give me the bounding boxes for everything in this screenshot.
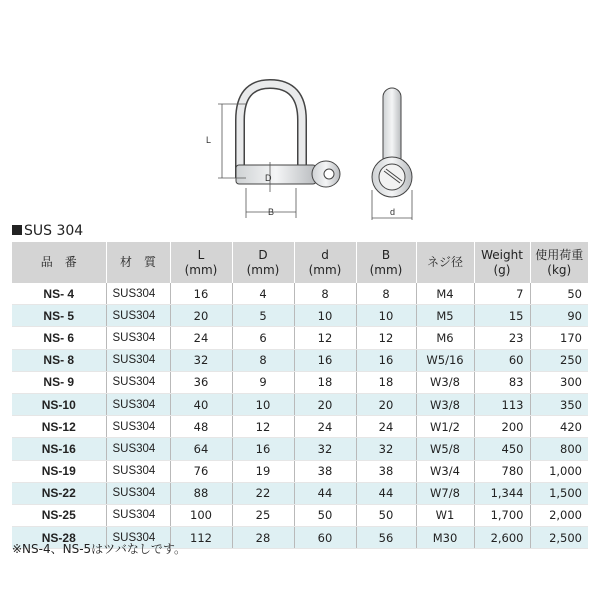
table-cell: 20 — [294, 393, 356, 415]
table-cell: 250 — [530, 349, 588, 371]
table-cell: SUS304 — [106, 416, 170, 438]
table-cell: W5/8 — [416, 438, 474, 460]
table-cell: NS- 6 — [12, 327, 106, 349]
table-cell: 350 — [530, 393, 588, 415]
table-row — [12, 327, 588, 349]
table-cell: 1,500 — [530, 482, 588, 504]
table-cell: 56 — [356, 527, 416, 549]
shackle-drawing — [0, 0, 600, 230]
table-cell: 23 — [474, 327, 530, 349]
table-cell: 38 — [356, 460, 416, 482]
table-cell: W1/2 — [416, 416, 474, 438]
table-header-row — [12, 242, 588, 283]
table-cell: 8 — [356, 283, 416, 305]
table-cell: 4 — [232, 283, 294, 305]
table-cell: 20 — [356, 393, 416, 415]
shackle-side-view — [372, 88, 412, 220]
table-cell: 2,500 — [530, 527, 588, 549]
table-cell: 88 — [170, 482, 232, 504]
section-title — [12, 223, 83, 239]
table-cell: 15 — [474, 305, 530, 327]
table-cell: 800 — [530, 438, 588, 460]
section-title-text: SUS 304 — [24, 223, 84, 239]
col-header-l: L (mm) — [170, 242, 232, 283]
table-cell: 6 — [232, 327, 294, 349]
table-cell: NS- 4 — [12, 283, 106, 305]
table-cell: 12 — [356, 327, 416, 349]
table-cell: W3/4 — [416, 460, 474, 482]
table-cell: 44 — [294, 482, 356, 504]
col-header-d-pin: D (mm) — [232, 242, 294, 283]
table-cell: 76 — [170, 460, 232, 482]
table-cell: W3/8 — [416, 371, 474, 393]
table-cell: 1,700 — [474, 504, 530, 526]
table-cell: SUS304 — [106, 460, 170, 482]
table-cell: 50 — [530, 283, 588, 305]
table-cell: 16 — [232, 438, 294, 460]
table-cell: NS-19 — [12, 460, 106, 482]
table-cell: M6 — [416, 327, 474, 349]
table-cell: M30 — [416, 527, 474, 549]
table-cell: 780 — [474, 460, 530, 482]
table-cell: 16 — [356, 349, 416, 371]
table-cell: 113 — [474, 393, 530, 415]
table-cell: W7/8 — [416, 482, 474, 504]
dim-label-b: B — [268, 207, 275, 217]
table-cell: 44 — [356, 482, 416, 504]
table-cell: 1,000 — [530, 460, 588, 482]
col-header-thread: ネジ径 — [416, 242, 474, 283]
table-cell: 16 — [170, 283, 232, 305]
table-cell: 100 — [170, 504, 232, 526]
spec-table — [12, 242, 588, 549]
table-cell: M5 — [416, 305, 474, 327]
square-bullet-icon — [12, 225, 22, 235]
table-row — [12, 438, 588, 460]
table-cell: 38 — [294, 460, 356, 482]
table-cell: 300 — [530, 371, 588, 393]
table-cell: 450 — [474, 438, 530, 460]
table-row — [12, 482, 588, 504]
dim-label-l: L — [206, 135, 212, 145]
table-cell: 16 — [294, 349, 356, 371]
table-cell: 2,000 — [530, 504, 588, 526]
table-cell: 18 — [356, 371, 416, 393]
table-row — [12, 349, 588, 371]
table-row — [12, 283, 588, 305]
shackle-diagram — [0, 0, 600, 230]
dim-label-d-side: d — [390, 207, 396, 217]
table-cell: 200 — [474, 416, 530, 438]
table-cell: NS-16 — [12, 438, 106, 460]
table-cell: 8 — [232, 349, 294, 371]
shackle-front-view — [218, 84, 340, 218]
table-cell: 32 — [294, 438, 356, 460]
col-header-d-wire: d (mm) — [294, 242, 356, 283]
table-cell: SUS304 — [106, 504, 170, 526]
table-cell: 24 — [170, 327, 232, 349]
table-cell: NS-22 — [12, 482, 106, 504]
table-cell: W1 — [416, 504, 474, 526]
table-cell: 10 — [294, 305, 356, 327]
table-cell: 5 — [232, 305, 294, 327]
table-row — [12, 460, 588, 482]
col-header-weight: Weight (g) — [474, 242, 530, 283]
table-cell: 22 — [232, 482, 294, 504]
table-row — [12, 305, 588, 327]
table-cell: 48 — [170, 416, 232, 438]
table-row — [12, 416, 588, 438]
col-header-working-load: 使用荷重 (kg) — [530, 242, 588, 283]
table-cell: 24 — [294, 416, 356, 438]
col-header-part-no: 品 番 — [12, 242, 106, 283]
table-cell: 32 — [170, 349, 232, 371]
table-cell: 10 — [356, 305, 416, 327]
table-cell: 32 — [356, 438, 416, 460]
table-cell: SUS304 — [106, 371, 170, 393]
table-cell: 12 — [232, 416, 294, 438]
table-cell: SUS304 — [106, 482, 170, 504]
table-cell: 7 — [474, 283, 530, 305]
table-cell: 50 — [294, 504, 356, 526]
table-cell: 9 — [232, 371, 294, 393]
col-header-material: 材 質 — [106, 242, 170, 283]
table-cell: 50 — [356, 504, 416, 526]
table-cell: 20 — [170, 305, 232, 327]
table-cell: 170 — [530, 327, 588, 349]
table-cell: 60 — [294, 527, 356, 549]
table-cell: 40 — [170, 393, 232, 415]
table-cell: W3/8 — [416, 393, 474, 415]
table-cell: NS-10 — [12, 393, 106, 415]
table-cell: NS-25 — [12, 504, 106, 526]
table-cell: SUS304 — [106, 283, 170, 305]
table-cell: 2,600 — [474, 527, 530, 549]
table-cell: SUS304 — [106, 305, 170, 327]
table-cell: NS- 9 — [12, 371, 106, 393]
table-cell: 90 — [530, 305, 588, 327]
table-cell: 36 — [170, 371, 232, 393]
table-cell: 28 — [232, 527, 294, 549]
dim-label-d-pin: D — [265, 173, 272, 183]
table-cell: 83 — [474, 371, 530, 393]
footnote: ※NS-4、NS-5はツバなしです。 — [12, 542, 186, 556]
table-cell: 8 — [294, 283, 356, 305]
table-cell: 1,344 — [474, 482, 530, 504]
table-cell: 60 — [474, 349, 530, 371]
table-cell: SUS304 — [106, 438, 170, 460]
table-cell: 19 — [232, 460, 294, 482]
table-cell: SUS304 — [106, 327, 170, 349]
table-cell: NS- 5 — [12, 305, 106, 327]
table-cell: NS-12 — [12, 416, 106, 438]
table-cell: SUS304 — [106, 349, 170, 371]
table-cell: 420 — [530, 416, 588, 438]
table-cell: 64 — [170, 438, 232, 460]
table-cell: W5/16 — [416, 349, 474, 371]
table-cell: NS- 8 — [12, 349, 106, 371]
table-cell: 24 — [356, 416, 416, 438]
table-row — [12, 504, 588, 526]
table-row — [12, 393, 588, 415]
col-header-b: B (mm) — [356, 242, 416, 283]
table-cell: M4 — [416, 283, 474, 305]
table-cell: 12 — [294, 327, 356, 349]
table-cell: SUS304 — [106, 393, 170, 415]
table-row — [12, 371, 588, 393]
spec-table-body — [12, 283, 588, 549]
table-cell: NS-28 — [12, 527, 106, 549]
table-cell: 25 — [232, 504, 294, 526]
table-cell: 10 — [232, 393, 294, 415]
table-cell: 112 — [170, 527, 232, 549]
table-cell: 18 — [294, 371, 356, 393]
table-cell: SUS304 — [106, 527, 170, 549]
